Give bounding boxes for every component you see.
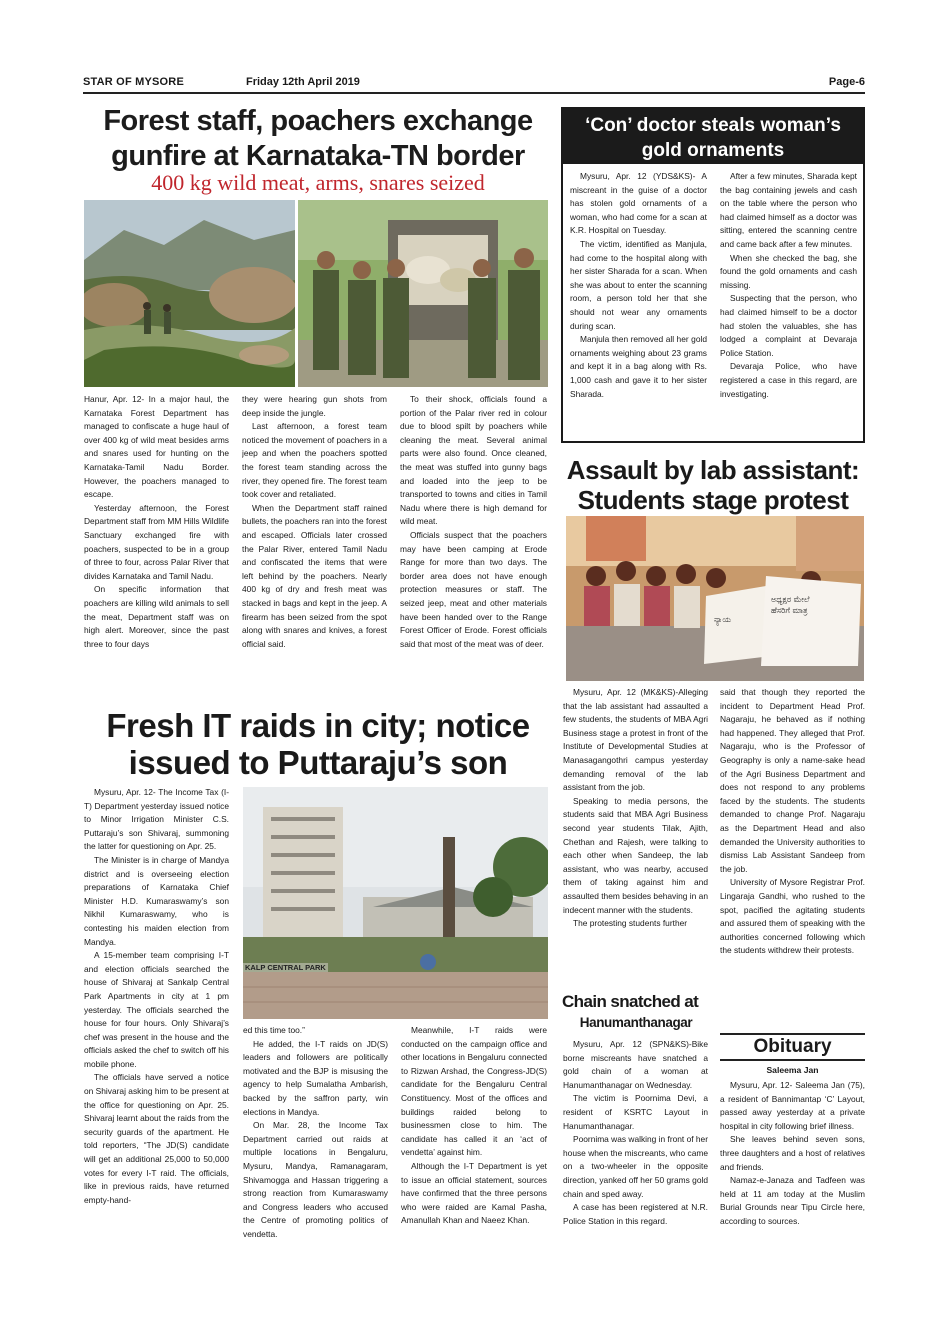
forest-column-3 xyxy=(400,393,547,704)
obituary-para: She leaves behind seven sons, three daughters and a host of relatives and friends. xyxy=(720,1134,865,1172)
forest-col1-para: On specific information that poachers are killing wild animals to sell the meat, Department staff was on high alert. Moreover, since the past three to four days xyxy=(84,584,229,649)
obituary-bottom-rule xyxy=(720,1059,865,1061)
obituary-para: Namaz-e-Janaza and Tadfeen was held at 11 am today at the Muslim Burial Grounds near Tipu Circle here, according to sources. xyxy=(720,1175,865,1226)
chain-para: Mysuru, Apr. 12 (SPN&KS)-Bike borne miscreants have snatched a gold chain of a woman at Hanumanthanagar on Wednesday. xyxy=(563,1039,708,1090)
it-raids-headline xyxy=(83,707,553,781)
it-col2-para: ed this time too.” xyxy=(243,1025,305,1035)
assault-headline xyxy=(557,455,869,515)
assault-col1-para: Speaking to media persons, the students said that MBA Agri Business second year students Tilak, Ajith, Chethan and Rajesh, were talking to each other when Sandeep, the lab assistant, who was nearby, accused them of taking against him and assaulted them besides behaving in an indecent manner with the students. xyxy=(563,795,708,915)
it-col1-para: The Minister is in charge of Mandya district and is overseeing election preparations of Karnataka Chief Minister H.D. Kumaraswamy’s son Nikhil Kumaraswamy, who is contesting his maiden election from Mandya. xyxy=(84,854,229,947)
forest-column-2 xyxy=(242,393,387,704)
placard-2-text: ನ್ಯಾಯ xyxy=(714,615,731,624)
placard-1-text xyxy=(771,594,856,616)
forest-photo-staff-jeep xyxy=(298,200,548,387)
con-doctor-column-1 xyxy=(570,170,707,440)
page-number: Page-6 xyxy=(828,76,865,88)
chain-headline: Chain snatched at xyxy=(562,992,699,1011)
it-raids-column-1 xyxy=(84,786,229,1268)
assault-headline-line2: Students stage protest xyxy=(577,485,849,515)
forest-photo-river xyxy=(84,200,295,387)
chain-para: Poornima was walking in front of her house when the miscreants, who came on a two-wheeler in the opposite direction, yanked off her 50 grams gold chain and sped away. xyxy=(563,1134,708,1199)
it-col3-para: Although the I-T Department is yet to issue an official statement, sources have confirmed that the three persons who were raided are Kamal Pasha, Amanullah Khan and Naeez Khan. xyxy=(401,1160,547,1226)
placard-1-line1: ಅಧ್ಯಕ್ಷರ ಮೇಲೆ xyxy=(771,595,810,604)
it-col2-para: On Mar. 28, the Income Tax Department carried out raids at multiple locations in Bengaluru, Mysuru, Mandya, Ramanagaram, Shivamogga and Hassan triggering a strong reaction from Kumaraswamy and Congress leaders who accused the Centre of promoting politics of vendetta. xyxy=(243,1120,388,1239)
it-raids-column-3 xyxy=(401,1024,547,1268)
obituary-name: Saleema Jan xyxy=(766,1065,819,1075)
forest-col2-para: Last afternoon, a forest team noticed the movement of poachers in a jeep and when the poachers spotted the forest team standing across the river, they opened fire. The forest team took cover and retaliated. xyxy=(242,421,387,500)
chain-body xyxy=(563,1038,708,1268)
assault-col2-para: said that though they reported the incident to Department Head Prof. Nagaraju, he behaved as if nothing had happened. They alleged that Prof. Nagaraju, who is the Professor of Geography is only a name-sake head of the Agri Business Department and does not respond to any problems faced by the students. The students demanded to change Prof. Nagaraju as the Department Head and also demanded the University authorities to dismiss Lab Assistant Sandeep from the job. xyxy=(720,687,865,874)
it-raids-headline-line2: issued to Puttaraju’s son xyxy=(128,744,508,781)
con-doctor-box xyxy=(561,107,865,443)
forest-column-1 xyxy=(84,393,229,704)
it-col3-para: Meanwhile, I-T raids were conducted on the campaign office and other locations in Bengaluru connected to Rizwan Arshad, the Congress-JD(S) candidate for the Bengaluru Central Constituency. Most of the offices and buildings raided belong to businessmen close to him. The candidate has called it an ‘act of vendetta’ against him. xyxy=(401,1025,547,1158)
obituary-para: Mysuru, Apr. 12- Saleema Jan (75), a resident of Bannimantap ‘C’ Layout, passed away yesterday at a private hospital in city following brief illness. xyxy=(720,1080,865,1131)
it-col1-para: Mysuru, Apr. 12- The Income Tax (I-T) Department yesterday issued notice to Minor Irrigation Minister C.S. Puttaraju’s son Shivaraj, summoning the latter for questioning on Apr. 25. xyxy=(84,787,229,852)
con-doctor-col1-para: The victim, identified as Manjula, had come to the hospital along with her sister Sharada for a scan. When she was about to enter the scanning room, a person told her that she should not wear any ornaments during scan. xyxy=(570,238,707,331)
masthead xyxy=(83,76,865,93)
assault-column-2 xyxy=(720,686,865,1026)
assault-col1-para: Mysuru, Apr. 12 (MK&KS)-Alleging that the lab assistant had assaulted a few students, the students of MBA Agri Business stage a protest in front of the Institute of Developmental Studies at Manasagangothri campus yesterday demanding removal of the lab assistant from the job. xyxy=(563,687,708,793)
it-raids-photo-apartment xyxy=(243,787,548,1019)
con-doctor-headline-line1: ‘Con’ doctor steals woman’s xyxy=(585,115,841,136)
forest-col2-para: they were hearing gun shots from deep inside the jungle. xyxy=(242,394,387,418)
con-doctor-col2-para: Suspecting that the person, who had claimed himself to be a doctor had stolen the valuables, she has lodged a complaint at Devaraja Police Station. xyxy=(720,293,857,358)
apartment-sign: KALP CENTRAL PARK xyxy=(245,963,326,972)
con-doctor-col2-para: After a few minutes, Sharada kept the bag containing jewels and cash on the table where the person who had claimed himself as a doctor was sitting, entered the scanning centre and came back after a few minutes. xyxy=(720,171,857,249)
obituary-body xyxy=(720,1079,865,1269)
con-doctor-col1-para: Mysuru, Apr. 12 (YDS&KS)- A miscreant in the guise of a doctor has stolen gold ornaments of a woman, who had come for a scan at K.R. Hospital on Tuesday. xyxy=(570,171,707,236)
issue-date: Friday 12th April 2019 xyxy=(246,76,360,88)
forest-col3-para: Officials suspect that the poachers may have been camping at Erode Range for more than two days. The border area does not have enough protection measures or staff. The seized jeep, meat and other materials have been handed over to the Range Forest Officer of Erode. Forest officials said that most of the meat was of deer. xyxy=(400,529,547,649)
con-doctor-col2-para: Devaraja Police, who have registered a case in this regard, are investigating. xyxy=(720,361,857,399)
chain-para: The victim is Poornima Devi, a resident of KSRTC Layout in Hanumanthanagar. xyxy=(563,1093,708,1131)
con-doctor-col2-para: When she checked the bag, she found the gold ornaments and cash missing. xyxy=(720,252,857,290)
it-raids-column-2 xyxy=(243,1024,388,1268)
forest-col1-para: Hanur, Apr. 12- In a major haul, the Karnataka Forest Department has managed to confiscate a huge haul of over 400 kg of wild meat besides arms and snares used for hunting on the Karnataka-Tamil Nadu Border. However, the poachers managed to escape. xyxy=(84,394,229,500)
forest-headline-line1: Forest staff, poachers exchange xyxy=(103,105,533,137)
forest-subhead: 400 kg wild meat, arms, snares seized xyxy=(151,170,485,195)
con-doctor-headline-line2: gold ornaments xyxy=(641,140,785,161)
masthead-rule xyxy=(83,92,865,94)
forest-headline xyxy=(83,104,553,174)
it-raids-headline-line1: Fresh IT raids in city; notice xyxy=(106,707,530,744)
con-doctor-headline xyxy=(563,109,863,164)
paper-name: STAR OF MYSORE xyxy=(83,76,184,88)
assault-photo-protest xyxy=(566,516,864,681)
chain-para: A case has been registered at N.R. Police Station in this regard. xyxy=(563,1202,708,1226)
assault-col1-para: The protesting students further xyxy=(573,918,688,929)
con-doctor-col1-para: Manjula then removed all her gold ornaments weighing about 23 grams and kept it in a bag along with Rs. 1,000 cash and gave it to her sister Sharada. xyxy=(570,334,707,399)
obituary-top-rule xyxy=(720,1033,865,1035)
forest-headline-line2: gunfire at Karnataka-TN border xyxy=(111,140,525,172)
it-col1-para: A 15-member team comprising I-T and election officials searched the house of Shivaraj at Sankalp Central Park Apartments in city at 1 pm yesterday. The officials searched the house for four hours. Only Shivaraj’s chef was present in the house and the officials asked the chef to switch off his mobile phone. xyxy=(84,950,229,1069)
forest-col1-para: Yesterday afternoon, the Forest Department staff from MM Hills Wildlife Sanctuary exchanged fire with poachers, suspected to be in a group of three to four, across Palar River that divides Karnataka and Tamil Nadu. xyxy=(84,502,229,581)
forest-col2-para: When the Department staff rained bullets, the poachers ran into the forest and escaped. Officials later crossed the Palar River, entered Tamil Nadu and confiscated the items that were left behind by the poachers. Nearly 400 kg of dry and fresh meat was stacked in bags and kept in the jeep. A firearm has been seized from the spot along with snares and knives, a forest official said. xyxy=(242,502,387,649)
forest-col3-para: To their shock, officials found a portion of the Palar river red in colour due to blood spilt by poachers while cleaning the meat. Several animal parts were also found. Once cleaned, the meat was stuffed into gunny bags and loaded into the jeep to be transported to towns and cities in Tamil Nadu where there is high demand for wild meat. xyxy=(400,394,547,527)
assault-col2-para: University of Mysore Registrar Prof. Lingaraja Gandhi, who rushed to the spot, pacified the agitating students and assured them of speaking with the authorities concerned following which the students withdrew their protests. xyxy=(720,877,865,956)
con-doctor-column-2 xyxy=(720,170,857,440)
chain-subhead: Hanumanthanagar xyxy=(579,1015,693,1030)
it-col1-para: The officials have served a notice on Shivaraj asking him to be present at the office for questioning on Apr. 25. Shivaraj learnt about the raids from the security guards of the apartment. He told reporters, “The JD(S) candidate will get an additional 25,000 to 50,000 votes for every I-T raid. The officials, like in previous raids, have returned empty-hand- xyxy=(84,1072,229,1205)
assault-column-1 xyxy=(563,686,708,984)
obituary-label: Obituary xyxy=(753,1036,832,1057)
assault-headline-line1: Assault by lab assistant: xyxy=(566,455,860,485)
it-col2-para: He added, the I-T raids on JD(S) leaders and followers are politically motivated and the BJP is misusing the agency to help Sumalatha Ambarish, backed by the saffron party, win elections in Mandya. xyxy=(243,1038,388,1117)
placard-1-line2: ಹೆಸರಿಗೆ ಮಾತ್ರ xyxy=(771,606,808,615)
